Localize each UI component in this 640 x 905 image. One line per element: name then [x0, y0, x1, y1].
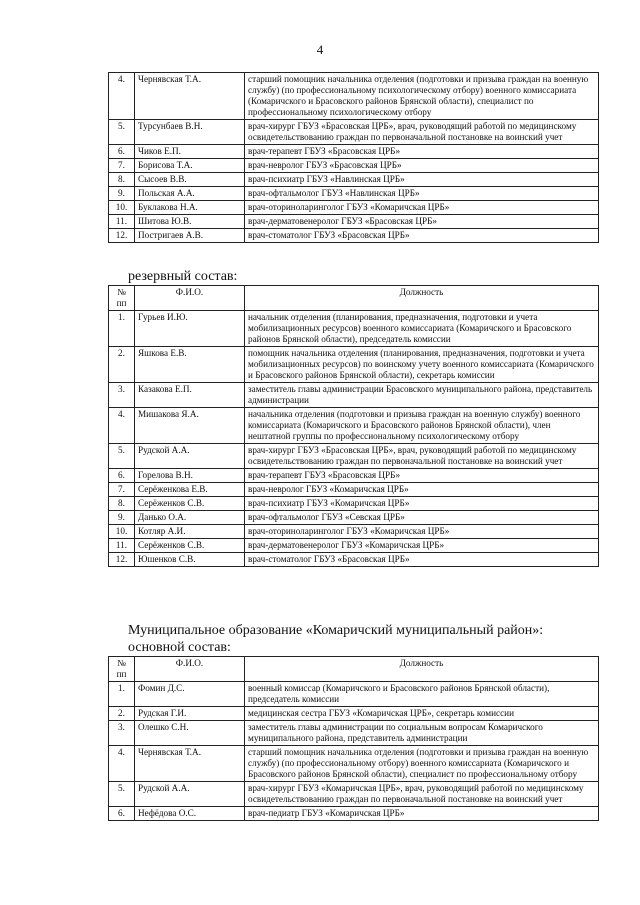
person-name: Сысоев В.В. — [135, 173, 245, 187]
person-position: заместитель главы администрации по социальным вопросам Комаричского муниципального района, представитель администрации — [245, 721, 599, 746]
person-name: Рудской А.А. — [135, 782, 245, 807]
row-number: 4. — [109, 408, 135, 444]
table-row — [109, 347, 599, 383]
person-position: врач-психиатр ГБУЗ «Комаричская ЦРБ» — [245, 497, 599, 511]
row-number: 8. — [109, 497, 135, 511]
row-number: 12. — [109, 553, 135, 567]
person-position: врач-хирург ГБУЗ «Брасовская ЦРБ», врач, руководящий работой по медицинскому освидетельствованию граждан по первоначальной постановке на воинский учет — [245, 444, 599, 469]
person-position: медицинская сестра ГБУЗ «Комаричская ЦРБ», секретарь комиссии — [245, 707, 599, 721]
table-row — [109, 483, 599, 497]
municipality-title: Муниципальное образование «Комаричский муниципальный район»: — [128, 623, 544, 638]
table-row — [109, 807, 599, 821]
reserve-heading: резервный состав: — [128, 269, 238, 284]
person-position: начальник отделения (планирования, предназначения, подготовки и учета мобилизационных ресурсов) военного комиссариата (Комаричского и Брасовского районов Брянской области), председатель комиссии — [245, 311, 599, 347]
person-position: врач-хирург ГБУЗ «Комаричская ЦРБ», врач, руководящий работой по медицинскому освидетельствованию граждан по первоначальной постановке на воинский учет — [245, 782, 599, 807]
header-num: № пп — [109, 286, 135, 311]
person-name: Чернявская Т.А. — [135, 746, 245, 782]
row-number: 10. — [109, 201, 135, 215]
person-position: военный комиссар (Комаричского и Брасовского районов Брянской области), председатель комиссии — [245, 682, 599, 707]
person-position: врач-хирург ГБУЗ «Брасовская ЦРБ», врач, руководящий работой по медицинскому освидетельствованию граждан по первоначальной постановке на воинский учет — [245, 120, 599, 145]
row-number: 3. — [109, 721, 135, 746]
table-row — [109, 201, 599, 215]
table-row — [109, 311, 599, 347]
header-name: Ф.И.О. — [135, 657, 245, 682]
person-position: врач-терапевт ГБУЗ «Брасовская ЦРБ» — [245, 145, 599, 159]
row-number: 10. — [109, 525, 135, 539]
row-number: 8. — [109, 173, 135, 187]
person-position: врач-невролог ГБУЗ «Комаричская ЦРБ» — [245, 483, 599, 497]
person-name: Постригаев А.В. — [135, 229, 245, 243]
row-number: 5. — [109, 120, 135, 145]
municipality-heading — [128, 622, 608, 656]
person-position: врач-стоматолог ГБУЗ «Брасовская ЦРБ» — [245, 229, 599, 243]
person-position: старший помощник начальника отделения (подготовки и призыва граждан на военную службу) (по профессиональному психологическому отбору) военного комиссариата (Комаричского и Брасовского районов Брянской области), специалист по профессиональному психологическому отбору — [245, 73, 599, 120]
person-name: Польская А.А. — [135, 187, 245, 201]
person-position: врач-невролог ГБУЗ «Брасовская ЦРБ» — [245, 159, 599, 173]
row-number: 5. — [109, 444, 135, 469]
row-number: 1. — [109, 682, 135, 707]
person-position: начальника отделения (подготовки и призыва граждан на военную службу) военного комиссариата (Комаричского и Брасовского районов Брянской области), член нештатной группы по профессиональному психологическому отбору — [245, 408, 599, 444]
person-name: Фомин Д.С. — [135, 682, 245, 707]
row-number: 4. — [109, 746, 135, 782]
commission-table-brasovsky-main — [108, 72, 599, 243]
person-name: Котляр А.И. — [135, 525, 245, 539]
person-name: Нефёдова О.С. — [135, 807, 245, 821]
person-name: Серёженков С.В. — [135, 497, 245, 511]
person-position: врач-терапевт ГБУЗ «Брасовская ЦРБ» — [245, 469, 599, 483]
row-number: 7. — [109, 483, 135, 497]
person-position: врач-офтальмолог ГБУЗ «Навлинская ЦРБ» — [245, 187, 599, 201]
person-name: Рудской А.А. — [135, 444, 245, 469]
person-position: заместитель главы администрации Брасовского муниципального района, представитель администрации — [245, 383, 599, 408]
person-name: Серёженков С.В. — [135, 539, 245, 553]
person-name: Яшкова Е.В. — [135, 347, 245, 383]
table-row — [109, 682, 599, 707]
person-position: врач-педиатр ГБУЗ «Комаричская ЦРБ» — [245, 807, 599, 821]
table-row — [109, 73, 599, 120]
person-name: Мишакова Я.А. — [135, 408, 245, 444]
table-row — [109, 511, 599, 525]
commission-table-komarichsky-main — [108, 656, 599, 821]
table-row — [109, 746, 599, 782]
person-name: Юшенков С.В. — [135, 553, 245, 567]
table-row — [109, 187, 599, 201]
row-number: 9. — [109, 187, 135, 201]
person-name: Турсунбаев В.Н. — [135, 120, 245, 145]
table-row — [109, 173, 599, 187]
table-row — [109, 469, 599, 483]
person-position: врач-оториноларинголог ГБУЗ «Комаричская ЦРБ» — [245, 201, 599, 215]
person-position: врач-оториноларинголог ГБУЗ «Комаричская ЦРБ» — [245, 525, 599, 539]
person-position: врач-стоматолог ГБУЗ «Брасовская ЦРБ» — [245, 553, 599, 567]
person-name: Борисова Т.А. — [135, 159, 245, 173]
person-position: помощник начальника отделения (планирования, предназначения, подготовки и учета мобилизационных ресурсов) по воинскому учету военного комиссариата (Комаричского и Брасовского районов Брянской области), секретарь комиссии — [245, 347, 599, 383]
row-number: 2. — [109, 347, 135, 383]
header-position: Должность — [245, 657, 599, 682]
row-number: 4. — [109, 73, 135, 120]
person-position: врач-дерматовенеролог ГБУЗ «Брасовская ЦРБ» — [245, 215, 599, 229]
table-row — [109, 215, 599, 229]
table-row — [109, 782, 599, 807]
table-row — [109, 497, 599, 511]
person-name: Чернявская Т.А. — [135, 73, 245, 120]
table-body — [109, 311, 599, 567]
person-name: Данько О.А. — [135, 511, 245, 525]
row-number: 11. — [109, 215, 135, 229]
table-row — [109, 120, 599, 145]
table-row — [109, 721, 599, 746]
row-number: 1. — [109, 311, 135, 347]
table-row — [109, 444, 599, 469]
table-row — [109, 159, 599, 173]
header-position: Должность — [245, 286, 599, 311]
page-number: 4 — [316, 42, 324, 57]
row-number: 12. — [109, 229, 135, 243]
row-number: 6. — [109, 145, 135, 159]
row-number: 5. — [109, 782, 135, 807]
person-position: старший помощник начальника отделения (подготовки и призыва граждан на военную службу) (по профессиональному отбору) военного комиссариата (Комаричского и Брасовского районов Брянской области), специалист по профессиональному отбору — [245, 746, 599, 782]
person-name: Рудская Г.И. — [135, 707, 245, 721]
person-position: врач-психиатр ГБУЗ «Навлинская ЦРБ» — [245, 173, 599, 187]
table-row — [109, 707, 599, 721]
row-number: 6. — [109, 469, 135, 483]
table-row — [109, 525, 599, 539]
person-name: Олешко С.Н. — [135, 721, 245, 746]
table-header-row — [109, 657, 599, 682]
header-num: № пп — [109, 657, 135, 682]
row-number: 11. — [109, 539, 135, 553]
row-number: 6. — [109, 807, 135, 821]
person-position: врач-офтальмолог ГБУЗ «Севская ЦРБ» — [245, 511, 599, 525]
person-name: Буклакова Н.А. — [135, 201, 245, 215]
table-header-row — [109, 286, 599, 311]
row-number: 3. — [109, 383, 135, 408]
main-composition-title: основной состав: — [128, 640, 231, 655]
person-name: Чиков Е.П. — [135, 145, 245, 159]
header-name: Ф.И.О. — [135, 286, 245, 311]
person-name: Шитова Ю.В. — [135, 215, 245, 229]
row-number: 9. — [109, 511, 135, 525]
table-row — [109, 553, 599, 567]
person-position: врач-дерматовенеролог ГБУЗ «Комаричская ЦРБ» — [245, 539, 599, 553]
person-name: Серёженкова Е.В. — [135, 483, 245, 497]
table-row — [109, 539, 599, 553]
row-number: 7. — [109, 159, 135, 173]
table-row — [109, 408, 599, 444]
person-name: Казакова Е.П. — [135, 383, 245, 408]
table-row — [109, 383, 599, 408]
table-row — [109, 145, 599, 159]
table-row — [109, 229, 599, 243]
row-number: 2. — [109, 707, 135, 721]
table-body — [109, 682, 599, 821]
person-name: Горелова В.Н. — [135, 469, 245, 483]
person-name: Гурьев И.Ю. — [135, 311, 245, 347]
commission-table-brasovsky-reserve — [108, 285, 599, 567]
table-body — [109, 73, 599, 243]
